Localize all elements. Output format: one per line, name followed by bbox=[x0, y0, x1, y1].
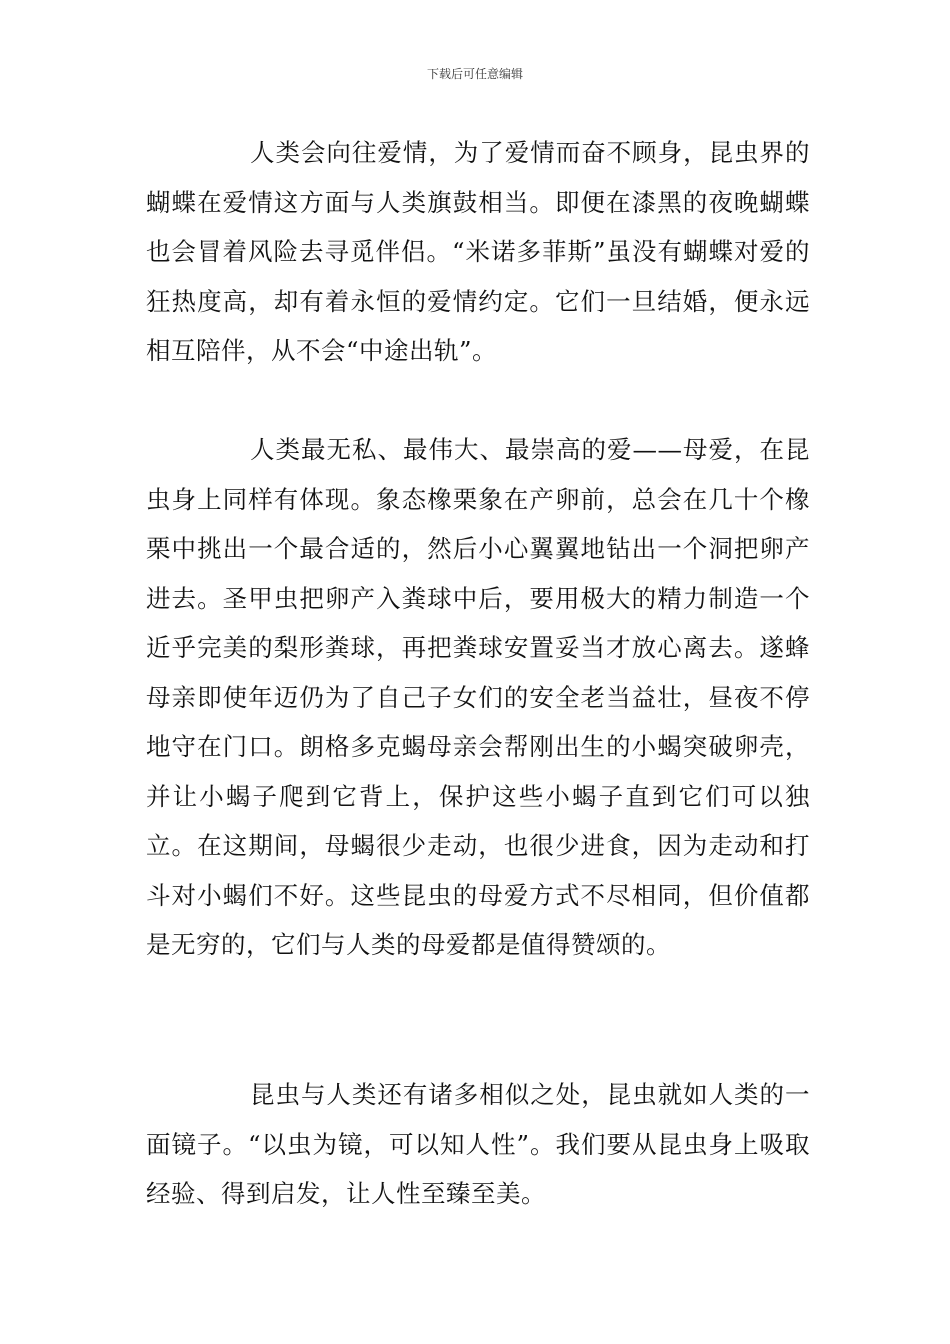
paragraph-maternal-love: 人类最无私、最伟大、最崇高的爱——母爱，在昆虫身上同样有体现。象态橡栗象在产卵前，总会在几十个橡栗中挑出一个最合适的，然后小心翼翼地钻出一个洞把卵产进去。圣甲虫把卵产入粪球中后，要用极大的精力制造一个近乎完美的梨形粪球，再把粪球安置妥当才放心离去。遂蜂母亲即使年迈仍为了自己子女们的安全老当益壮，昼夜不停地守在门口。朗格多克蝎母亲会帮刚出生的小蝎突破卵壳，并让小蝎子爬到它背上，保护这些小蝎子直到它们可以独立。在这期间，母蝎很少走动，也很少进食，因为走动和打斗对小蝎们不好。这些昆虫的母爱方式不尽相同，但价值都是无穷的，它们与人类的母爱都是值得赞颂的。 bbox=[146, 435, 810, 959]
paragraph-conclusion: 昆虫与人类还有诸多相似之处，昆虫就如人类的一面镜子。“以虫为镜，可以知人性”。我们要从昆虫身上吸取经验、得到启发，让人性至臻至美。 bbox=[146, 1080, 810, 1208]
paragraph-butterfly-love: 人类会向往爱情，为了爱情而奋不顾身，昆虫界的蝴蝶在爱情这方面与人类旗鼓相当。即便在漆黑的夜晚蝴蝶也会冒着风险去寻觅伴侣。“米诺多菲斯”虽没有蝴蝶对爱的狂热度高，却有着永恒的爱情约定。它们一旦结婚，便永远相互陪伴，从不会“中途出轨”。 bbox=[146, 138, 810, 365]
page-header-note: 下载后可任意编辑 bbox=[426, 67, 523, 81]
